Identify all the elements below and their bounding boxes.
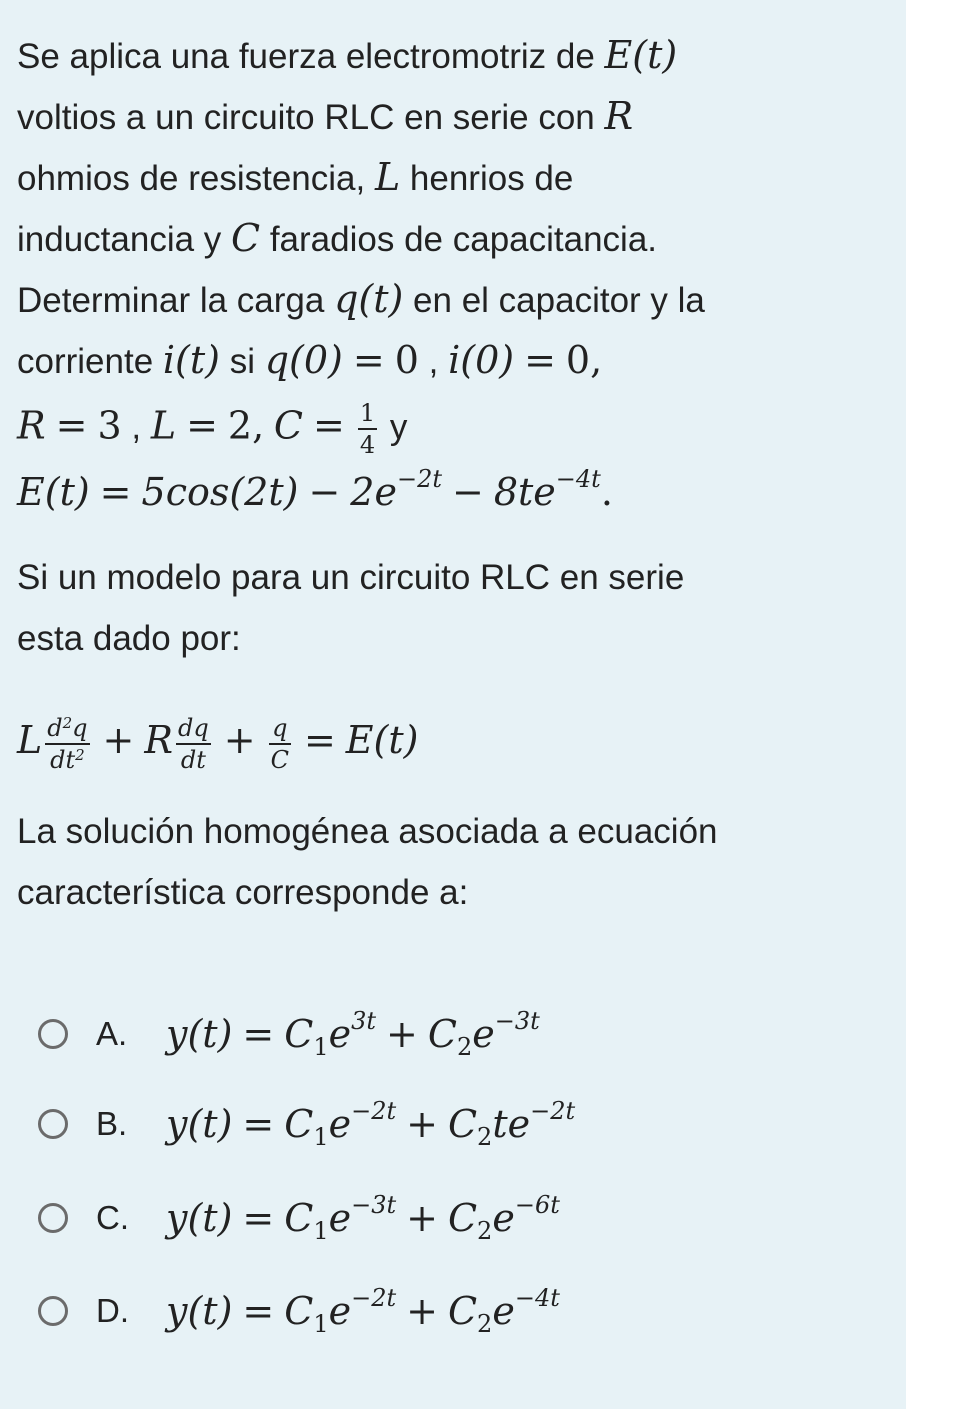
math-exponent: −6t: [514, 1191, 560, 1219]
math-term: 8te: [493, 470, 556, 514]
radio-button-c[interactable]: [38, 1203, 68, 1233]
question-line-2: característica corresponde a:: [17, 873, 469, 912]
option-letter: B.: [96, 1105, 128, 1142]
option-letter: A.: [96, 1015, 128, 1052]
problem-line-2: [17, 94, 633, 140]
option-formula: [166, 1097, 576, 1151]
option-letter: D.: [96, 1292, 129, 1329]
problem-line-4: [17, 216, 657, 262]
math-equals: =: [186, 403, 218, 448]
math-exponent: −4t: [555, 465, 601, 493]
problem-text: ohmios de resistencia,: [17, 159, 375, 198]
math-fraction-q-c: [269, 715, 291, 773]
fraction-exponent: 2: [62, 713, 73, 732]
fraction-exponent: 2: [75, 745, 85, 764]
problem-line-5: [17, 277, 705, 323]
math-y-of-t: y(t): [166, 1289, 233, 1333]
math-equals: =: [303, 718, 336, 762]
math-term: e: [492, 1196, 515, 1240]
math-equals: =: [242, 1289, 275, 1333]
math-term: te: [492, 1102, 531, 1146]
option-b[interactable]: [38, 1094, 575, 1154]
math-exponent: 3t: [351, 1007, 377, 1035]
radio-button-d[interactable]: [38, 1296, 68, 1326]
fraction-part: d: [47, 713, 63, 742]
option-c[interactable]: [38, 1188, 560, 1248]
math-C: C: [273, 403, 303, 448]
math-exponent: −3t: [351, 1191, 397, 1219]
math-subscript: 1: [313, 1217, 329, 1245]
question-line-1: La solución homogénea asociada a ecuación: [17, 812, 718, 851]
option-letter: C.: [96, 1199, 129, 1236]
differential-equation: [17, 700, 418, 782]
problem-text: inductancia y: [17, 220, 232, 259]
math-i-of-0: i(0): [448, 338, 515, 382]
math-E-of-t: E(t): [17, 470, 90, 514]
math-constant: C: [284, 1196, 314, 1240]
math-equals: =: [242, 1012, 275, 1056]
math-equals: =: [352, 338, 385, 382]
math-subscript: 1: [313, 1123, 329, 1151]
math-q-of-0: q(0): [264, 338, 343, 382]
math-plus: +: [406, 1102, 438, 1146]
problem-text: faradios de capacitancia.: [260, 220, 658, 259]
math-equals: =: [242, 1102, 275, 1146]
math-equals: =: [99, 470, 132, 514]
math-plus: +: [406, 1289, 438, 1333]
option-formula: [166, 1007, 540, 1061]
math-exponent: −2t: [351, 1097, 397, 1125]
option-formula: [166, 1191, 560, 1245]
math-minus: −: [452, 470, 484, 514]
fraction-numerator: [45, 715, 89, 745]
math-R: R: [604, 94, 634, 138]
math-fraction-d2q-dt2: [45, 715, 89, 773]
math-plus: +: [386, 1012, 418, 1056]
math-constant: C: [284, 1012, 314, 1056]
math-equals: =: [524, 338, 556, 382]
fraction-denominator: C: [270, 745, 289, 774]
math-i-of-t: i(t): [162, 338, 220, 382]
math-L: L: [17, 718, 43, 762]
math-constant: C: [447, 1102, 478, 1146]
fraction-numerator: dq: [176, 715, 211, 745]
math-y-of-t: y(t): [166, 1196, 233, 1240]
math-exponent: −2t: [351, 1284, 397, 1312]
problem-text: voltios a un circuito RLC en serie con: [17, 98, 605, 137]
math-y-of-t: y(t): [166, 1102, 233, 1146]
math-subscript: 1: [313, 1033, 329, 1061]
math-fraction-dq-dt: [176, 715, 211, 773]
math-plus: +: [223, 718, 256, 762]
math-q-of-t: q(t): [334, 277, 404, 321]
problem-line-8: [17, 465, 613, 516]
math-plus: +: [406, 1196, 438, 1240]
math-constant: C: [284, 1289, 314, 1333]
math-subscript: 2: [477, 1310, 493, 1338]
math-term: e: [328, 1012, 352, 1056]
option-formula: [166, 1284, 560, 1338]
math-y-of-t: y(t): [166, 1012, 233, 1056]
math-period: .: [600, 470, 613, 514]
math-term: 5cos(2t): [141, 470, 299, 514]
problem-line-7: [17, 400, 407, 458]
option-a[interactable]: [38, 1004, 540, 1064]
problem-text: henrios de: [400, 159, 574, 198]
fraction-denominator: 4: [359, 431, 376, 459]
math-value: 2,: [227, 403, 265, 448]
model-line-1: Si un modelo para un circuito RLC en serie: [17, 558, 685, 597]
math-constant: C: [447, 1289, 478, 1333]
math-term: e: [328, 1102, 352, 1146]
math-L: L: [374, 155, 401, 199]
problem-text: Determinar la carga: [17, 281, 335, 320]
math-term: 2e: [350, 470, 397, 514]
math-term: e: [328, 1196, 352, 1240]
model-line-2: esta dado por:: [17, 619, 241, 658]
math-L: L: [150, 403, 177, 448]
math-subscript: 1: [313, 1310, 329, 1338]
radio-button-a[interactable]: [38, 1019, 68, 1049]
math-plus: +: [102, 718, 135, 762]
problem-line-6: [17, 338, 602, 384]
problem-text: y: [380, 407, 408, 447]
math-value: 0: [394, 338, 419, 382]
fraction-part: q: [72, 713, 88, 742]
math-E-of-t: E(t): [604, 33, 678, 77]
math-C: C: [231, 216, 261, 260]
math-value: 0,: [565, 338, 603, 382]
radio-button-b[interactable]: [38, 1109, 68, 1139]
problem-line-1: [17, 33, 677, 79]
fraction-denominator: dt: [180, 745, 206, 774]
math-equals: =: [242, 1196, 275, 1240]
math-subscript: 2: [477, 1217, 493, 1245]
fraction-numerator: q: [269, 715, 291, 745]
math-subscript: 2: [456, 1033, 473, 1061]
math-minus: −: [308, 470, 341, 514]
option-d[interactable]: [38, 1281, 560, 1341]
math-constant: C: [427, 1012, 457, 1056]
problem-text: Se aplica una fuerza electromotriz de: [17, 37, 605, 76]
problem-text: si: [219, 342, 265, 381]
fraction-denominator: [45, 745, 89, 773]
math-constant: C: [447, 1196, 478, 1240]
math-R: R: [17, 403, 46, 448]
math-exponent: −2t: [396, 465, 442, 493]
math-constant: C: [284, 1102, 314, 1146]
problem-text: ,: [418, 342, 449, 381]
math-exponent: −4t: [514, 1284, 560, 1312]
math-R: R: [144, 718, 173, 762]
fraction-numerator: 1: [358, 400, 377, 430]
math-subscript: 2: [477, 1123, 493, 1151]
math-value: 3: [97, 403, 122, 448]
math-term: e: [492, 1289, 515, 1333]
math-exponent: −3t: [494, 1007, 540, 1035]
math-equals: =: [55, 403, 88, 448]
problem-text: en el capacitor y la: [403, 281, 705, 320]
fraction-part: dt: [50, 745, 76, 774]
problem-text: ,: [121, 407, 151, 447]
problem-text: corriente: [17, 342, 163, 381]
problem-line-3: [17, 155, 573, 201]
math-term: e: [328, 1289, 352, 1333]
math-equals: =: [313, 403, 345, 448]
math-term: e: [472, 1012, 495, 1056]
math-fraction-one-quarter: [358, 400, 377, 458]
math-exponent: −2t: [530, 1097, 576, 1125]
math-E-of-t: E(t): [345, 718, 419, 762]
